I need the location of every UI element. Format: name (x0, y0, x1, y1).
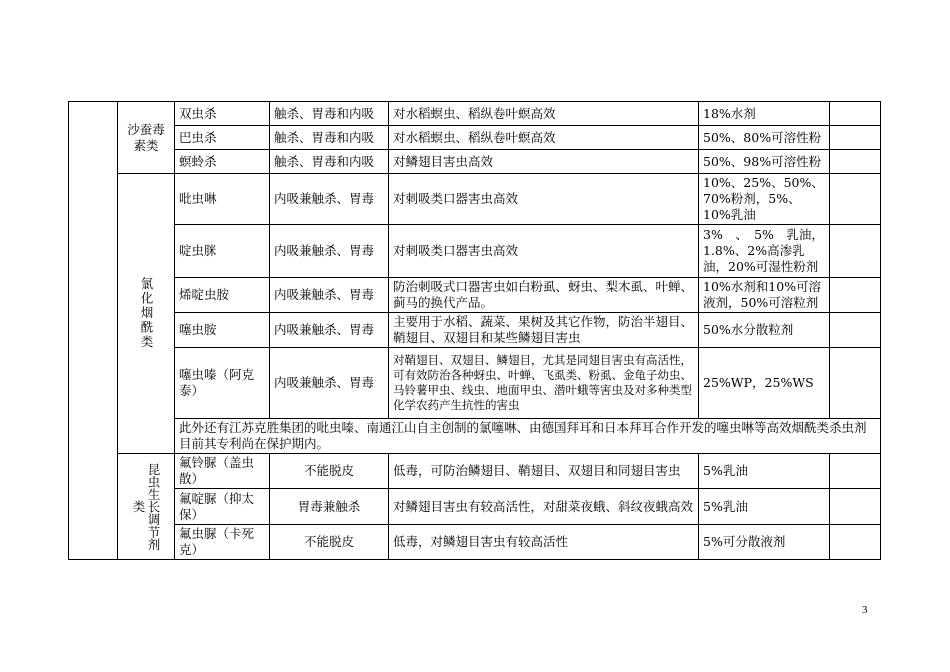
table-row (69, 174, 881, 225)
outer-margin-column (69, 102, 118, 560)
target-cell: 主要用于水稻、蔬菜、果树及其它作物，防治半翅目、鞘翅目、双翅目和某些鳞翅目害虫 (389, 313, 699, 348)
formulation-cell: 18%水剂 (699, 102, 830, 126)
formulation-cell: 5%可分散液剂 (699, 525, 830, 560)
formulation-cell: 5%乳油 (699, 489, 830, 525)
target-cell: 对鳞翅目害虫高效 (389, 150, 699, 174)
table-row (69, 225, 881, 278)
formulation-cell: 25%WP，25%WS (699, 348, 830, 419)
category-label: 沙蚕毒素类 (127, 121, 165, 153)
target-cell: 对鞘翅目、双翅目、鳞翅目，尤其是同翅目害虫有高活性，可有效防治各种蚜虫、叶蝉、飞虱类、粉虱、金龟子幼虫、马铃薯甲虫、线虫、地面甲虫、潜叶蛾等害虫及对多种类型化学农药产生抗性的害虫 (389, 348, 699, 419)
table-row (69, 126, 881, 150)
name-cell: 噻虫嗪（阿克泰） (175, 348, 270, 419)
formulation-cell: 50%、80%可溶性粉 (699, 126, 830, 150)
table-row (69, 454, 881, 489)
mode-cell: 内吸兼触杀、胃毒 (270, 174, 389, 225)
target-cell: 对水稻螟虫、稻纵卷叶螟高效 (389, 126, 699, 150)
name-cell: 烯啶虫胺 (175, 278, 270, 313)
table-row (69, 489, 881, 525)
name-cell: 螟蛉杀 (175, 150, 270, 174)
page-number: 3 (862, 604, 868, 616)
name-cell: 噻虫胺 (175, 313, 270, 348)
name-cell: 巴虫杀 (175, 126, 270, 150)
target-cell: 对刺吸类口器害虫高效 (389, 225, 699, 278)
mode-cell: 内吸兼触杀、胃毒 (270, 278, 389, 313)
empty-cell (830, 174, 881, 225)
empty-cell (830, 102, 881, 126)
mode-cell: 触杀、胃毒和内吸 (270, 150, 389, 174)
formulation-cell: 3% 、 5% 乳油，1.8%、2%高渗乳油，20%可湿性粉剂 (699, 225, 830, 278)
name-cell: 氟虫脲（卡死克） (175, 525, 270, 560)
target-cell: 低毒，可防治鳞翅目、鞘翅目、双翅目和同翅目害虫 (389, 454, 699, 489)
name-cell: 双虫杀 (175, 102, 270, 126)
formulation-cell: 5%乳油 (699, 454, 830, 489)
pesticide-table (68, 101, 881, 560)
category-cell (118, 102, 175, 174)
mode-cell: 胃毒兼触杀 (270, 489, 389, 525)
mode-cell: 内吸兼触杀、胃毒 (270, 348, 389, 419)
table-row (69, 419, 881, 454)
name-cell: 啶虫脒 (175, 225, 270, 278)
formulation-cell: 50%水分散粒剂 (699, 313, 830, 348)
mode-cell: 触杀、胃毒和内吸 (270, 126, 389, 150)
empty-cell (830, 489, 881, 525)
target-cell: 对水稻螟虫、稻纵卷叶螟高效 (389, 102, 699, 126)
empty-cell (830, 454, 881, 489)
category-label: 昆虫生长调节剂类 (131, 462, 161, 551)
name-cell: 吡虫啉 (175, 174, 270, 225)
empty-cell (830, 313, 881, 348)
target-cell: 防治刺吸式口器害虫如白粉虱、蚜虫、梨木虱、叶蝉、蓟马的换代产品。 (389, 278, 699, 313)
note-cell: 此外还有江苏克胜集团的吡虫嗪、南通江山自主创制的氯噻啉、由德国拜耳和日本拜耳合作开发的噻虫啉等高效烟酰类杀虫剂目前其专利尚在保护期内。 (175, 419, 881, 454)
formulation-cell: 10%水剂和10%可溶液剂，50%可溶粒剂 (699, 278, 830, 313)
category-cell (118, 174, 175, 454)
category-label: 氯化烟酰类 (139, 277, 154, 350)
empty-cell (830, 348, 881, 419)
table-row (69, 525, 881, 560)
name-cell: 氟啶脲（抑太保） (175, 489, 270, 525)
formulation-cell: 10%、25%、50%、70%粉剂，5%、10%乳油 (699, 174, 830, 225)
empty-cell (830, 278, 881, 313)
table-row (69, 150, 881, 174)
empty-cell (830, 126, 881, 150)
table-row (69, 102, 881, 126)
empty-cell (830, 225, 881, 278)
name-cell: 氟铃脲（盖虫散） (175, 454, 270, 489)
formulation-cell: 50%、98%可溶性粉 (699, 150, 830, 174)
mode-cell: 不能脱皮 (270, 525, 389, 560)
empty-cell (830, 525, 881, 560)
mode-cell: 内吸兼触杀、胃毒 (270, 225, 389, 278)
mode-cell: 不能脱皮 (270, 454, 389, 489)
table-row (69, 348, 881, 419)
target-cell: 对鳞翅目害虫有较高活性，对甜菜夜蛾、斜纹夜蛾高效 (389, 489, 699, 525)
target-cell: 低毒，对鳞翅目害虫有较高活性 (389, 525, 699, 560)
category-cell (118, 454, 175, 560)
table-row (69, 278, 881, 313)
mode-cell: 内吸兼触杀、胃毒 (270, 313, 389, 348)
target-cell: 对刺吸类口器害虫高效 (389, 174, 699, 225)
empty-cell (830, 150, 881, 174)
table-row (69, 313, 881, 348)
mode-cell: 触杀、胃毒和内吸 (270, 102, 389, 126)
